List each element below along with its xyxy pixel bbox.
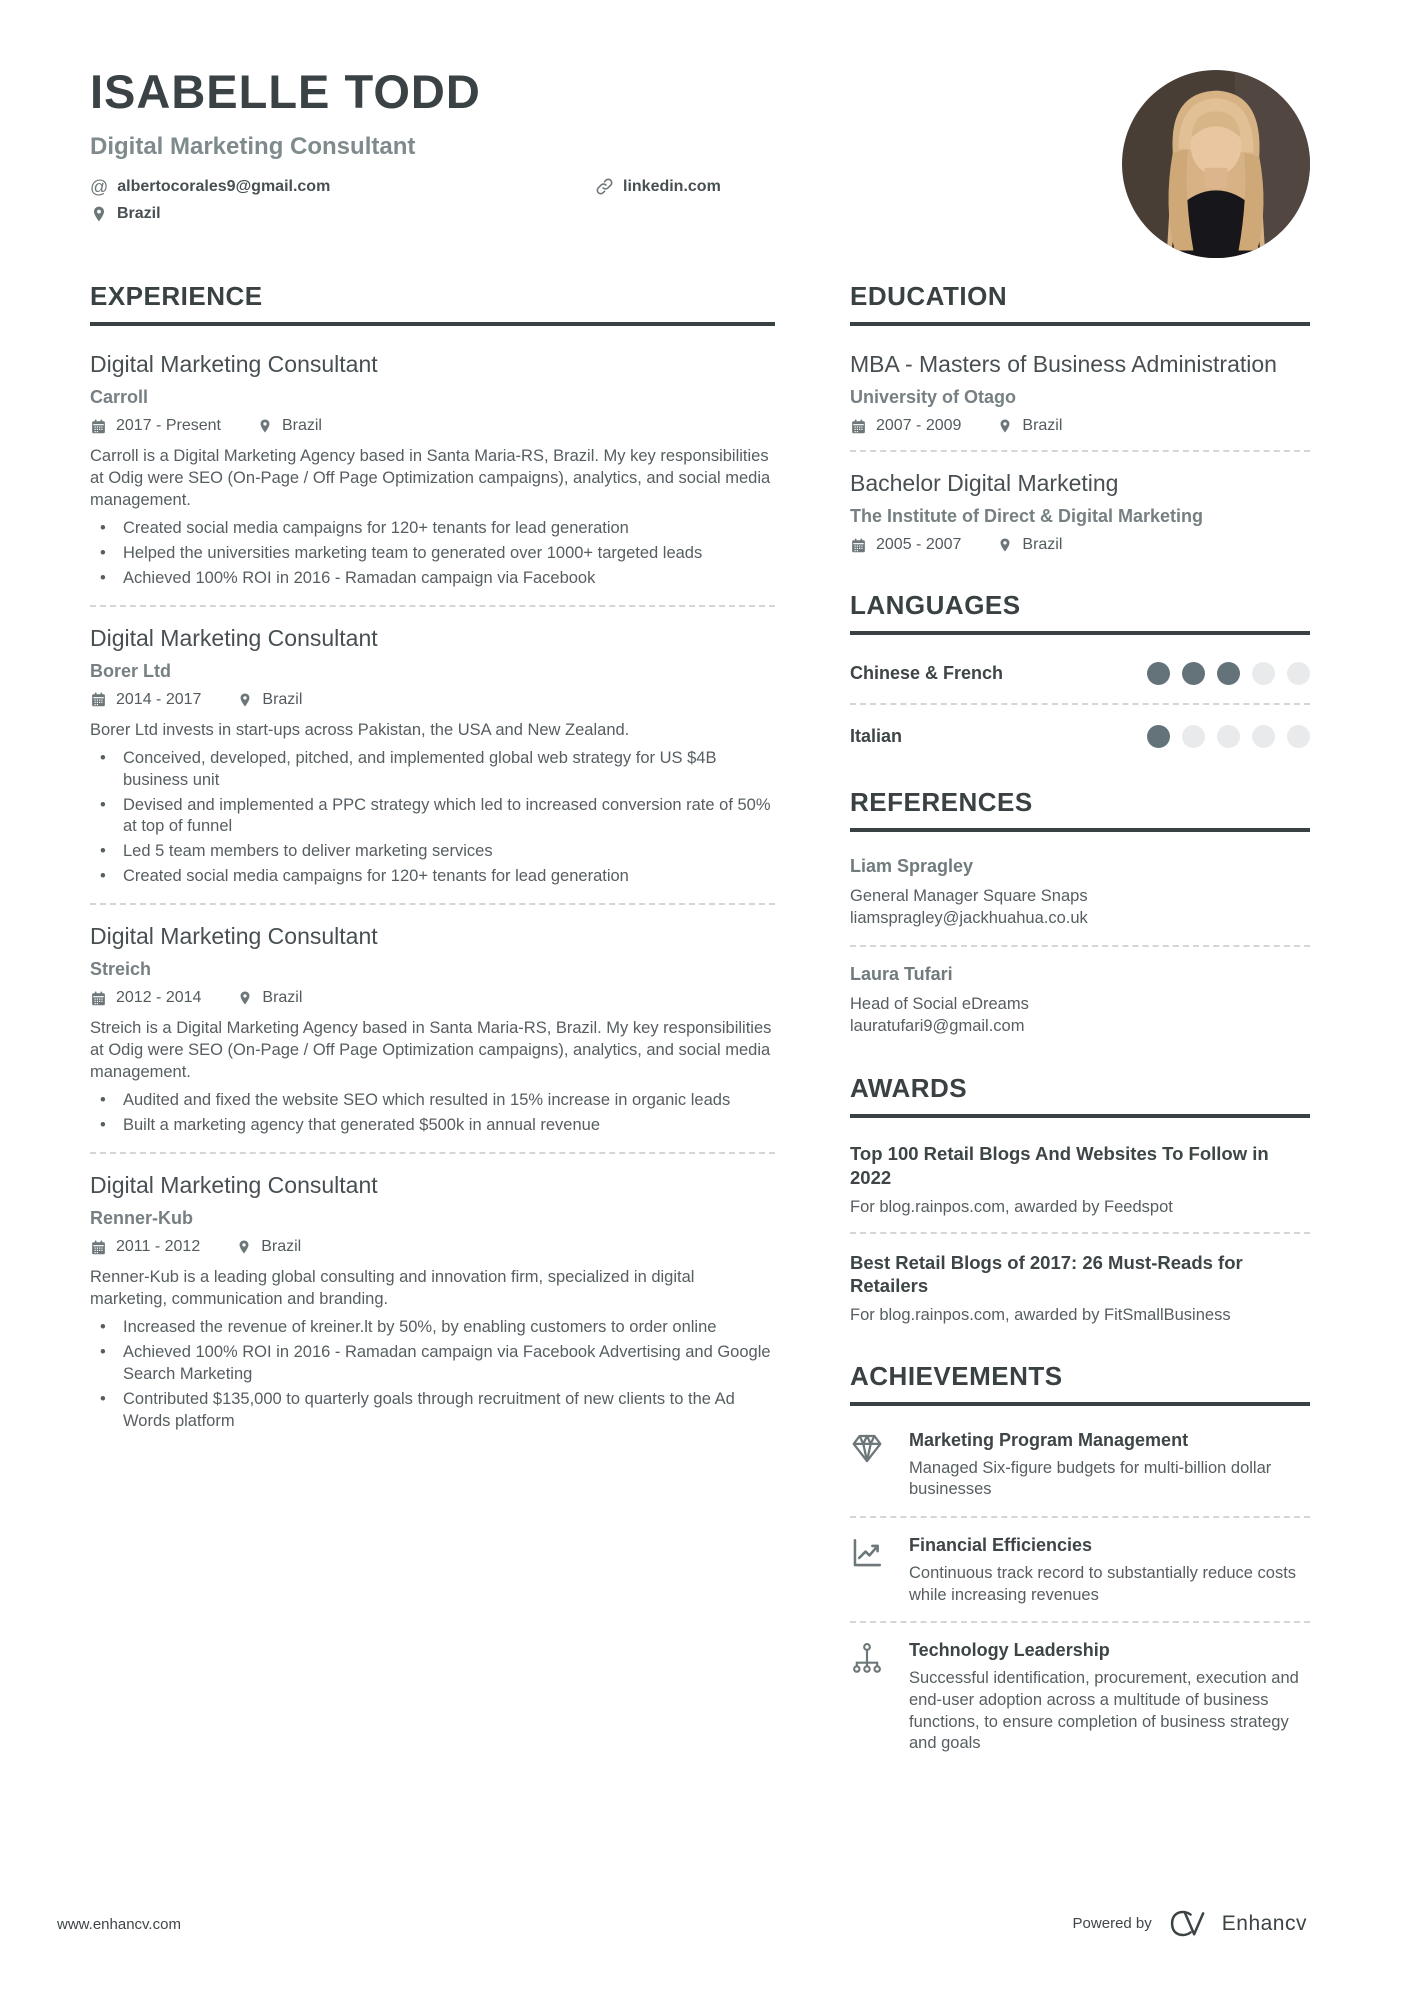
- job-bullet: • Created social media campaigns for 120+ tenants for lead generation: [90, 866, 775, 888]
- experience-entry: [90, 1171, 775, 1433]
- achievement-description: Successful identification, procurement, execution and end-user adoption across a multitude of business functions, to ensure completion of business strategy and goals: [909, 1669, 1299, 1753]
- job-meta: [90, 691, 775, 709]
- footer-branding: [1073, 1908, 1307, 1939]
- job-dates-text: 2014 - 2017: [116, 690, 202, 708]
- language-row: [850, 722, 1310, 751]
- job-company: Renner-Kub: [90, 1208, 193, 1229]
- job-location: [237, 691, 302, 709]
- job-description: Streich is a Digital Marketing Agency based in Santa Maria-RS, Brazil. My key responsibilities at Odig were SEO (On-Page / Off Page Optimization campaigns), analytics, and social media management.: [90, 1019, 772, 1082]
- job-bullet: • Increased the revenue of kreiner.lt by 50%, by enabling customers to order online: [90, 1317, 775, 1339]
- dashed-divider: [850, 703, 1310, 705]
- reference-role: General Manager Square Snaps: [850, 887, 1088, 906]
- achievements-title: ACHIEVEMENTS: [850, 1361, 1310, 1406]
- location-pin-icon: [90, 205, 108, 223]
- achievement-description: Continuous track record to substantially reduce costs while increasing revenues: [909, 1564, 1297, 1604]
- job-bullet: • Led 5 team members to deliver marketing services: [90, 841, 775, 863]
- achievement-name: Technology Leadership: [909, 1640, 1110, 1661]
- location-pin-icon: [237, 990, 253, 1006]
- link-icon: [595, 177, 614, 196]
- achievement-entry: [850, 1535, 1310, 1606]
- job-title: Digital Marketing Consultant: [90, 351, 378, 377]
- education-location-text: Brazil: [1022, 536, 1063, 554]
- hierarchy-icon: [850, 1641, 884, 1675]
- language-level-dot: [1147, 725, 1170, 748]
- achievement-entry: [850, 1430, 1310, 1501]
- location-pin-icon: [997, 418, 1013, 434]
- job-bullet: • Achieved 100% ROI in 2016 - Ramadan campaign via Facebook: [90, 568, 775, 590]
- job-bullet: • Helped the universities marketing team to generated over 1000+ targeted leads: [90, 543, 775, 565]
- section-experience: [90, 281, 775, 1433]
- language-row: [850, 659, 1310, 688]
- job-dates: [90, 1238, 200, 1256]
- job-title: Digital Marketing Consultant: [90, 1172, 378, 1199]
- profile-photo: [1122, 70, 1310, 258]
- reference-role: Head of Social eDreams: [850, 994, 1029, 1013]
- person-name: ISABELLE TODD: [90, 65, 481, 118]
- dashed-divider: [850, 1621, 1310, 1623]
- job-company: Carroll: [90, 387, 149, 408]
- language-name: Italian: [850, 726, 903, 747]
- dashed-divider: [850, 945, 1310, 947]
- job-meta: [90, 1238, 775, 1256]
- education-dates-text: 2005 - 2007: [876, 536, 962, 554]
- job-meta: [90, 417, 775, 435]
- location-pin-icon: [257, 418, 273, 434]
- job-bullets: [90, 518, 775, 590]
- location-pin-icon: [237, 692, 253, 708]
- language-level-dot: [1182, 725, 1205, 748]
- reference-entry: [850, 856, 1310, 930]
- job-description: Renner-Kub is a leading global consulting and innovation firm, specialized in digital marketing, communication and branding.: [90, 1268, 695, 1308]
- language-level-dot: [1147, 662, 1170, 685]
- footer-website[interactable]: www.enhancv.com: [57, 1916, 181, 1933]
- reference-email: liamspragley@jackhuahua.co.uk: [850, 909, 1088, 928]
- calendar-icon: [90, 990, 107, 1007]
- language-name: Chinese & French: [850, 663, 1004, 684]
- trend-chart-icon: [850, 1536, 884, 1570]
- job-dates: [90, 417, 221, 435]
- language-level-dots: [1147, 725, 1310, 748]
- achievement-entry: [850, 1640, 1310, 1754]
- award-entry: [850, 1251, 1310, 1325]
- achievement-description: Managed Six-figure budgets for multi-billion dollar businesses: [909, 1458, 1272, 1499]
- job-bullet: • Built a marketing agency that generated $500k in annual revenue: [90, 1115, 775, 1137]
- experience-entry: [90, 922, 775, 1137]
- language-level-dot: [1252, 662, 1275, 685]
- reference-email: lauratufari9@gmail.com: [850, 1016, 1025, 1035]
- education-title: EDUCATION: [850, 281, 1310, 326]
- job-location-text: Brazil: [261, 1238, 302, 1256]
- award-detail: For blog.rainpos.com, awarded by Feedspot: [850, 1197, 1173, 1216]
- job-location: [257, 417, 322, 435]
- calendar-icon: [90, 418, 107, 435]
- experience-title: EXPERIENCE: [90, 281, 775, 326]
- dashed-divider: [850, 1516, 1310, 1518]
- section-achievements: [850, 1361, 1310, 1755]
- language-level-dot: [1252, 725, 1275, 748]
- job-description: Carroll is a Digital Marketing Agency based in Santa Maria-RS, Brazil. My key responsibilities at Odig were SEO (On-Page / Off Page Optimization campaigns), analytics, and social media management.: [90, 447, 771, 509]
- job-bullet: • Conceived, developed, pitched, and implemented global web strategy for US $4B business unit: [90, 748, 775, 792]
- location-text: Brazil: [117, 205, 161, 222]
- achievement-name: Marketing Program Management: [909, 1429, 1189, 1450]
- degree-title: Bachelor Digital Marketing: [850, 470, 1119, 497]
- job-dates-text: 2017 - Present: [116, 417, 221, 435]
- reference-name: Laura Tufari: [850, 963, 953, 984]
- job-bullets: [90, 1317, 775, 1433]
- job-title: Digital Marketing Consultant: [90, 923, 378, 950]
- job-bullet: • Created social media campaigns for 120+ tenants for lead generation: [90, 518, 775, 540]
- job-company: Streich: [90, 959, 152, 980]
- job-bullets: [90, 748, 775, 889]
- job-bullet: • Audited and fixed the website SEO which resulted in 15% increase in organic leads: [90, 1090, 775, 1112]
- job-company: Borer Ltd: [90, 660, 171, 681]
- section-references: [850, 787, 1310, 1037]
- education-meta: [850, 536, 1310, 554]
- language-level-dot: [1217, 725, 1240, 748]
- references-title: REFERENCES: [850, 787, 1310, 832]
- location-pin-icon: [236, 1239, 252, 1255]
- dashed-divider: [850, 450, 1310, 452]
- dashed-divider: [90, 1152, 775, 1154]
- enhancv-logo-icon: [1165, 1908, 1209, 1939]
- reference-entry: [850, 964, 1310, 1038]
- job-bullet: • Devised and implemented a PPC strategy which led to increased conversion rate of 50% at top of funnel: [90, 795, 775, 839]
- email-text: albertocorales9@gmail.com: [117, 177, 331, 195]
- award-name: Best Retail Blogs of 2017: 26 Must-Reads for Retailers: [850, 1251, 1243, 1297]
- job-bullet: • Contributed $135,000 to quarterly goals through recruitment of new clients to the Ad Words platform: [90, 1389, 775, 1433]
- achievement-name: Financial Efficiencies: [909, 1535, 1093, 1556]
- language-level-dot: [1182, 662, 1205, 685]
- job-title: Digital Marketing Consultant: [90, 624, 378, 651]
- education-entry: [850, 350, 1310, 435]
- education-entry: [850, 469, 1310, 554]
- job-location: [237, 989, 302, 1007]
- job-dates: [90, 691, 201, 709]
- job-location-text: Brazil: [262, 989, 303, 1007]
- job-bullet: • Achieved 100% ROI in 2016 - Ramadan campaign via Facebook Advertising and Google Search Marketing: [90, 1342, 775, 1386]
- award-detail: For blog.rainpos.com, awarded by FitSmallBusiness: [850, 1305, 1231, 1324]
- enhancv-brand-text[interactable]: Enhancv: [1221, 1911, 1307, 1935]
- language-level-dot: [1287, 725, 1310, 748]
- school-name: University of Otago: [850, 387, 1017, 408]
- calendar-icon: [850, 537, 867, 554]
- award-name: Top 100 Retail Blogs And Websites To Follow in 2022: [850, 1143, 1269, 1188]
- section-languages: [850, 590, 1310, 751]
- linkedin-text: linkedin.com: [623, 177, 721, 195]
- school-name: The Institute of Direct & Digital Marketing: [850, 506, 1204, 527]
- reference-name: Liam Spragley: [850, 856, 974, 877]
- location-pin-icon: [997, 537, 1013, 553]
- education-dates-text: 2007 - 2009: [876, 417, 962, 435]
- education-dates: [850, 417, 961, 435]
- job-meta: [90, 989, 775, 1007]
- job-description: Borer Ltd invests in start-ups across Pakistan, the USA and New Zealand.: [90, 720, 630, 739]
- education-meta: [850, 417, 1310, 435]
- diamond-icon: [850, 1431, 884, 1465]
- education-location: [997, 417, 1062, 435]
- awards-title: AWARDS: [850, 1073, 1310, 1118]
- languages-title: LANGUAGES: [850, 590, 1310, 635]
- powered-by-label: Powered by: [1072, 1915, 1152, 1932]
- job-dates-text: 2012 - 2014: [116, 989, 202, 1007]
- experience-entry: [90, 350, 775, 590]
- job-dates: [90, 989, 201, 1007]
- calendar-icon: [90, 1239, 107, 1256]
- calendar-icon: [90, 691, 107, 708]
- dashed-divider: [90, 605, 775, 607]
- job-location-text: Brazil: [262, 690, 303, 708]
- language-level-dots: [1147, 662, 1310, 685]
- award-entry: [850, 1142, 1310, 1216]
- job-location-text: Brazil: [281, 417, 322, 435]
- job-location: [236, 1238, 301, 1256]
- at-icon: @: [90, 176, 109, 197]
- education-dates: [850, 536, 961, 554]
- section-awards: [850, 1073, 1310, 1325]
- section-education: [850, 281, 1310, 554]
- email-contact[interactable]: [90, 178, 595, 196]
- degree-title: MBA - Masters of Business Administration: [850, 351, 1277, 377]
- job-dates-text: 2011 - 2012: [116, 1238, 201, 1256]
- education-location: [997, 536, 1062, 554]
- dashed-divider: [90, 903, 775, 905]
- job-bullets: [90, 1090, 775, 1137]
- language-level-dot: [1287, 662, 1310, 685]
- profile-photo-image: [1122, 70, 1310, 258]
- person-role: Digital Marketing Consultant: [90, 133, 416, 160]
- language-level-dot: [1217, 662, 1240, 685]
- education-location-text: Brazil: [1022, 417, 1063, 435]
- location-contact: [90, 205, 595, 223]
- calendar-icon: [850, 418, 867, 435]
- experience-entry: [90, 624, 775, 889]
- dashed-divider: [850, 1232, 1310, 1234]
